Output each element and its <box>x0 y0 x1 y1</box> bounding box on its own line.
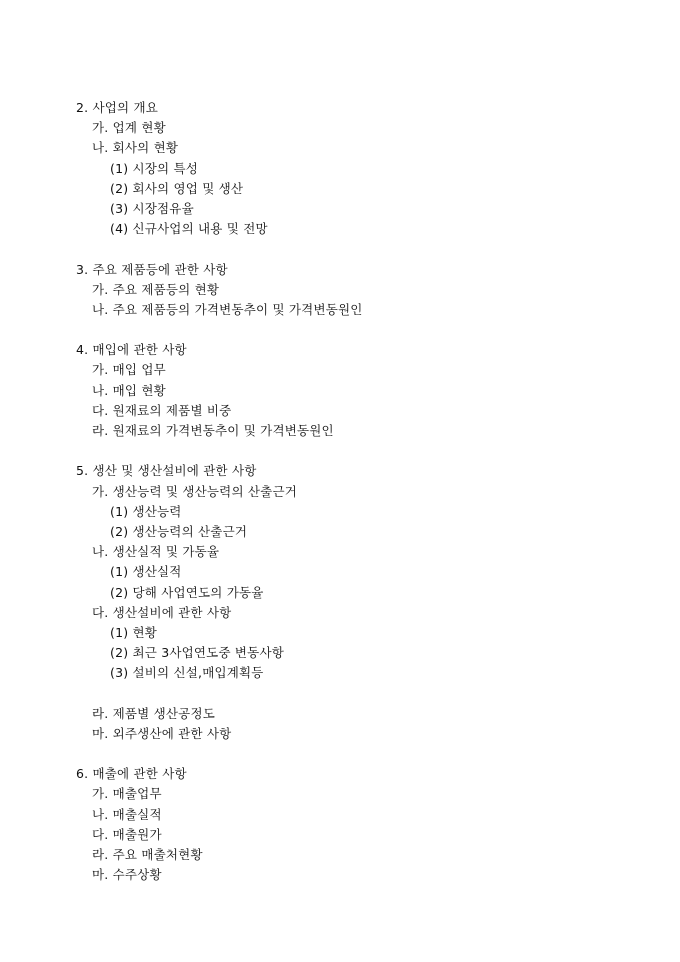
toc-item: (1) 현황 <box>110 624 158 640</box>
toc-subsection: 나. 매입 현황 <box>92 382 166 398</box>
toc-item: (1) 생산능력 <box>110 503 182 519</box>
toc-item: (1) 생산실적 <box>110 564 182 580</box>
blank-line <box>76 683 656 703</box>
toc-item: (3) 설비의 신설,매입계획등 <box>110 665 264 681</box>
toc-subsection: 가. 매입 업무 <box>92 362 166 378</box>
toc-subsection: 마. 외주생산에 관한 사항 <box>92 725 232 741</box>
toc-subsection: 나. 매출실적 <box>92 806 162 822</box>
toc-section: 2. 사업의 개요 <box>76 100 159 115</box>
toc-item: (2) 생산능력의 산출근거 <box>110 523 248 539</box>
toc-subsection: 라. 주요 매출처현황 <box>92 846 203 862</box>
toc-subsection: 다. 생산설비에 관한 사항 <box>92 604 232 620</box>
toc-item: (2) 최근 3사업연도중 변동사항 <box>110 645 285 661</box>
toc-item: (3) 시장점유율 <box>110 200 194 216</box>
toc-subsection: 마. 수주상황 <box>92 867 162 883</box>
toc-section: 6. 매출에 관한 사항 <box>76 766 187 782</box>
toc-subsection: 나. 회사의 현황 <box>92 140 179 156</box>
blank-line <box>76 441 656 461</box>
table-of-contents <box>76 98 656 885</box>
toc-subsection: 가. 주요 제품등의 현황 <box>92 281 220 297</box>
toc-subsection: 가. 매출업무 <box>92 786 162 802</box>
toc-subsection: 다. 원재료의 제품별 비중 <box>92 402 232 418</box>
toc-item: (2) 당해 사업연도의 가동율 <box>110 584 264 600</box>
toc-subsection: 나. 주요 제품등의 가격변동추이 및 가격변동원인 <box>92 301 363 317</box>
blank-line <box>76 320 656 340</box>
toc-subsection: 가. 생산능력 및 생산능력의 산출근거 <box>92 483 297 499</box>
toc-subsection: 나. 생산실적 및 가동율 <box>92 544 220 560</box>
toc-subsection: 가. 업계 현황 <box>92 120 166 136</box>
toc-subsection: 다. 매출원가 <box>92 826 162 842</box>
toc-subsection: 라. 원재료의 가격변동추이 및 가격변동원인 <box>92 423 334 438</box>
toc-section: 3. 주요 제품등에 관한 사항 <box>76 261 228 277</box>
toc-item: (1) 시장의 특성 <box>110 160 199 176</box>
blank-line <box>76 744 656 764</box>
toc-item: (2) 회사의 영업 및 생산 <box>110 180 244 196</box>
toc-section: 5. 생산 및 생산설비에 관한 사항 <box>76 463 257 479</box>
toc-section: 4. 매입에 관한 사항 <box>76 342 187 358</box>
toc-item: (4) 신규사업의 내용 및 전망 <box>110 221 268 237</box>
toc-subsection: 라. 제품별 생산공정도 <box>92 705 215 721</box>
blank-line <box>76 239 656 259</box>
